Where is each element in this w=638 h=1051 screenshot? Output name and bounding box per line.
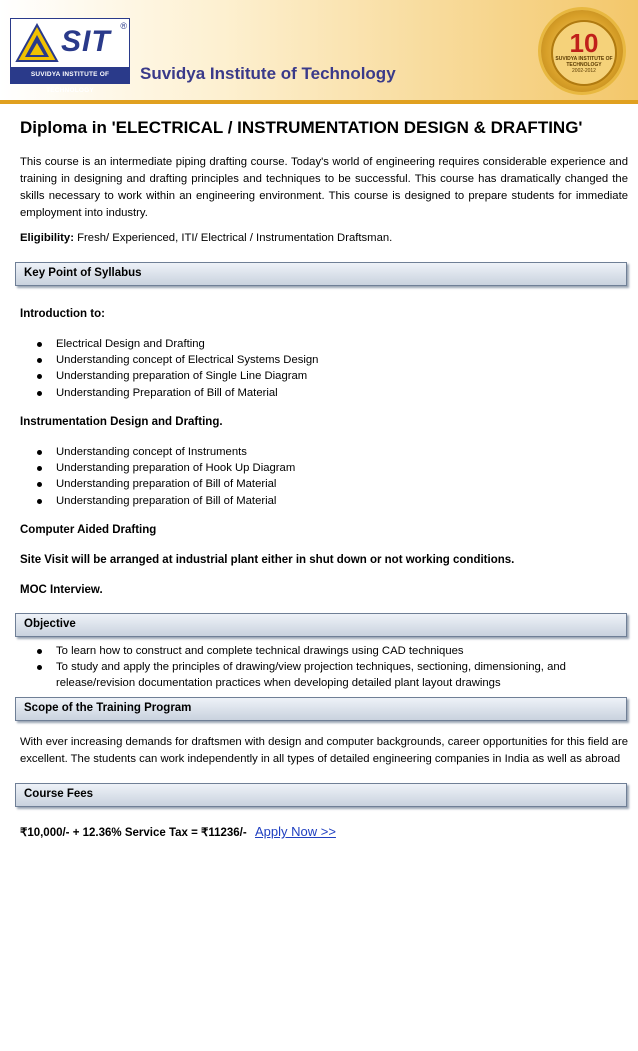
anniversary-badge <box>541 10 623 92</box>
list-item: Understanding preparation of Bill of Material <box>20 476 620 492</box>
section-title: Scope of the Training Program <box>24 702 192 714</box>
eligibility <box>20 230 628 247</box>
eligibility-text: Fresh/ Experienced, ITI/ Electrical / Instrumentation Draftsman. <box>77 232 393 244</box>
list-item: Understanding concept of Instruments <box>20 444 620 460</box>
registered-icon: ® <box>120 21 127 31</box>
site-visit-note: Site Visit will be arranged at industrial plant either in shut down or not working conditions. <box>20 554 515 566</box>
institute-name: Suvidya Institute of Technology <box>140 64 396 83</box>
section-header-fees <box>15 783 627 807</box>
section-title: Course Fees <box>24 788 94 800</box>
moc-interview: MOC Interview. <box>20 584 103 596</box>
section-title: Objective <box>24 618 76 630</box>
course-description: This course is an intermediate piping drafting course. Today's world of engineering requires considerable experience and training in designing and drafting principles and techniques to be successful. This course has dramatically changed the skills necessary to work within an engineering environment. This course is designed to prepare students for immediate employment into industry. <box>20 156 628 219</box>
sit-logo <box>10 18 130 94</box>
list-item: Electrical Design and Drafting <box>20 336 620 352</box>
section-header-objective <box>15 613 627 637</box>
scope-text: With ever increasing demands for draftsmen with design and computer backgrounds, career opportunities for this field are excellent. The students can work independently in all types of detailed engineering companies in India as well as abroad <box>20 736 628 765</box>
apply-now-link[interactable]: Apply Now >> <box>255 824 336 839</box>
section-header-syllabus <box>15 262 627 286</box>
list-item: Understanding Preparation of Bill of Material <box>20 385 620 401</box>
badge-subtitle: SUVIDYA INSTITUTE OF TECHNOLOGY <box>555 56 613 68</box>
list-item: Understanding preparation of Single Line Diagram <box>20 368 620 384</box>
list-item: To study and apply the principles of drawing/view projection techniques, sectioning, dimensioning, and release/revision documentation practices when developing detailed plant layout drawings <box>20 659 620 691</box>
list-item: Understanding concept of Electrical Systems Design <box>20 352 620 368</box>
section-title: Key Point of Syllabus <box>24 267 142 279</box>
fee-amount: ₹10,000/- + 12.36% Service Tax = ₹11236/- <box>20 827 247 839</box>
objective-list <box>20 643 620 692</box>
badge-number: 10 <box>569 28 599 58</box>
badge-years: 2002-2012 <box>572 68 596 74</box>
list-item: Understanding preparation of Hook Up Diagram <box>20 460 620 476</box>
cad-heading: Computer Aided Drafting <box>20 524 157 536</box>
intro-heading: Introduction to: <box>20 308 105 320</box>
page-title: Diploma in 'ELECTRICAL / INSTRUMENTATION DESIGN & DRAFTING' <box>20 118 583 137</box>
logo-subtitle: SUVIDYA INSTITUTE OF TECHNOLOGY <box>11 67 129 83</box>
triangle-logo-icon <box>15 23 59 63</box>
intro-list <box>20 336 620 401</box>
list-item: Understanding preparation of Bill of Material <box>20 493 620 509</box>
section-header-scope <box>15 697 627 721</box>
page-header <box>0 0 638 104</box>
list-item: To learn how to construct and complete technical drawings using CAD techniques <box>20 643 620 659</box>
eligibility-label: Eligibility: <box>20 232 74 244</box>
logo-text: SIT <box>61 25 111 58</box>
instrumentation-list <box>20 444 620 509</box>
instrumentation-heading: Instrumentation Design and Drafting. <box>20 416 223 428</box>
